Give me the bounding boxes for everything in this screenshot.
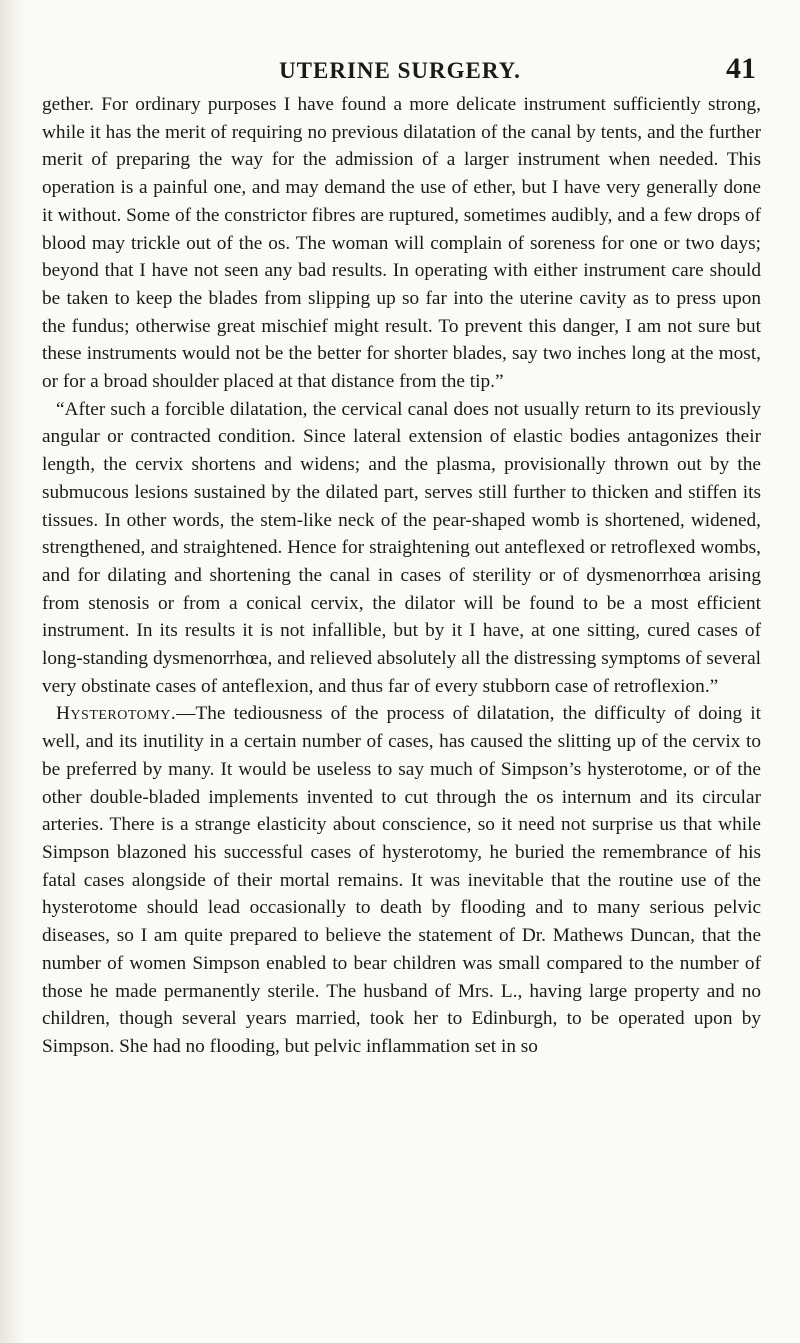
section-text: —The tediousness of the process of dilatation, the difficulty of doing it well, and its inutility in a certain number of cases, has caused the slitting up of the cervix to be preferred by many. It would be useless to say much of Simpson’s hysterotome, or of the other double-bladed implements invented to cut through the os internum and its circular arteries. There is a strange elasticity about conscience, so it need not surprise us that while Simpson blazoned his successful cases of hysterotomy, he buried the remembrance of his fatal cases alongside of their mortal remains. It was inevitable that the routine use of the hysterotome should lead occasionally to death by flooding and to many serious pelvic diseases, so I am quite prepared to believe the statement of Dr. Mathews Duncan, that the number of women Simpson enabled to bear children was small compared to the number of those he made permanently sterile. The husband of Mrs. L., having large property and no children, though several years married, took her to Edinburgh, to be operated upon by Simpson. She had no flooding, but pelvic inflammation set in so [42,703,761,1057]
paragraph: gether. For ordinary purposes I have found a more delicate instrument sufficiently strong, while it has the merit of requiring no previous dilatation of the canal by tents, and the further merit of preparing the way for the admission of a larger instrument when needed. This operation is a painful one, and may demand the use of ether, but I have very generally done it without. Some of the constrictor fibres are ruptured, sometimes audibly, and a few drops of blood may trickle out of the os. The woman will complain of soreness for one or two days; beyond that I have not seen any bad results. In operating with either instrument care should be taken to keep the blades from slipping up so far into the uterine cavity as to press upon the fundus; otherwise great mischief might result. To prevent this danger, I am not sure but these instruments would not be the better for shorter blades, say two inches long at the most, or for a broad shoulder placed at that distance from the tip.” [42,94,761,393]
paragraph: “After such a forcible dilatation, the cervical canal does not usually return to its previously angular or contracted condition. Since lateral extension of elastic bodies antagonizes their length, the cervix shortens and widens; and the plasma, provisionally thrown out by the submucous lesions sustained by the dilated part, serves still further to thicken and stiffen its tissues. In other words, the stem-like neck of the pear-shaped womb is shortened, widened, strengthened, and straightened. Hence for straightening out anteflexed or retroflexed wombs, and for dilating and shortening the canal in cases of sterility or of dysmenorrhœa arising from stenosis or from a conical cervix, the dilator will be found to be a most efficient instrument. In its results it is not infallible, but by it I have, at one sitting, cured cases of long-standing dysmenorrhœa, and relieved absolutely all the distressing symptoms of several very obstinate cases of anteflexion, and thus far of every stubborn case of retroflexion.” [42,398,761,697]
page-number: 41 [726,52,756,85]
running-title: UTERINE SURGERY. [279,58,521,83]
section-heading: Hysterotomy. [56,703,177,725]
section-paragraph [42,700,761,1060]
gutter-shadow [0,0,24,1343]
running-head [0,52,800,92]
body-text [42,91,761,1061]
